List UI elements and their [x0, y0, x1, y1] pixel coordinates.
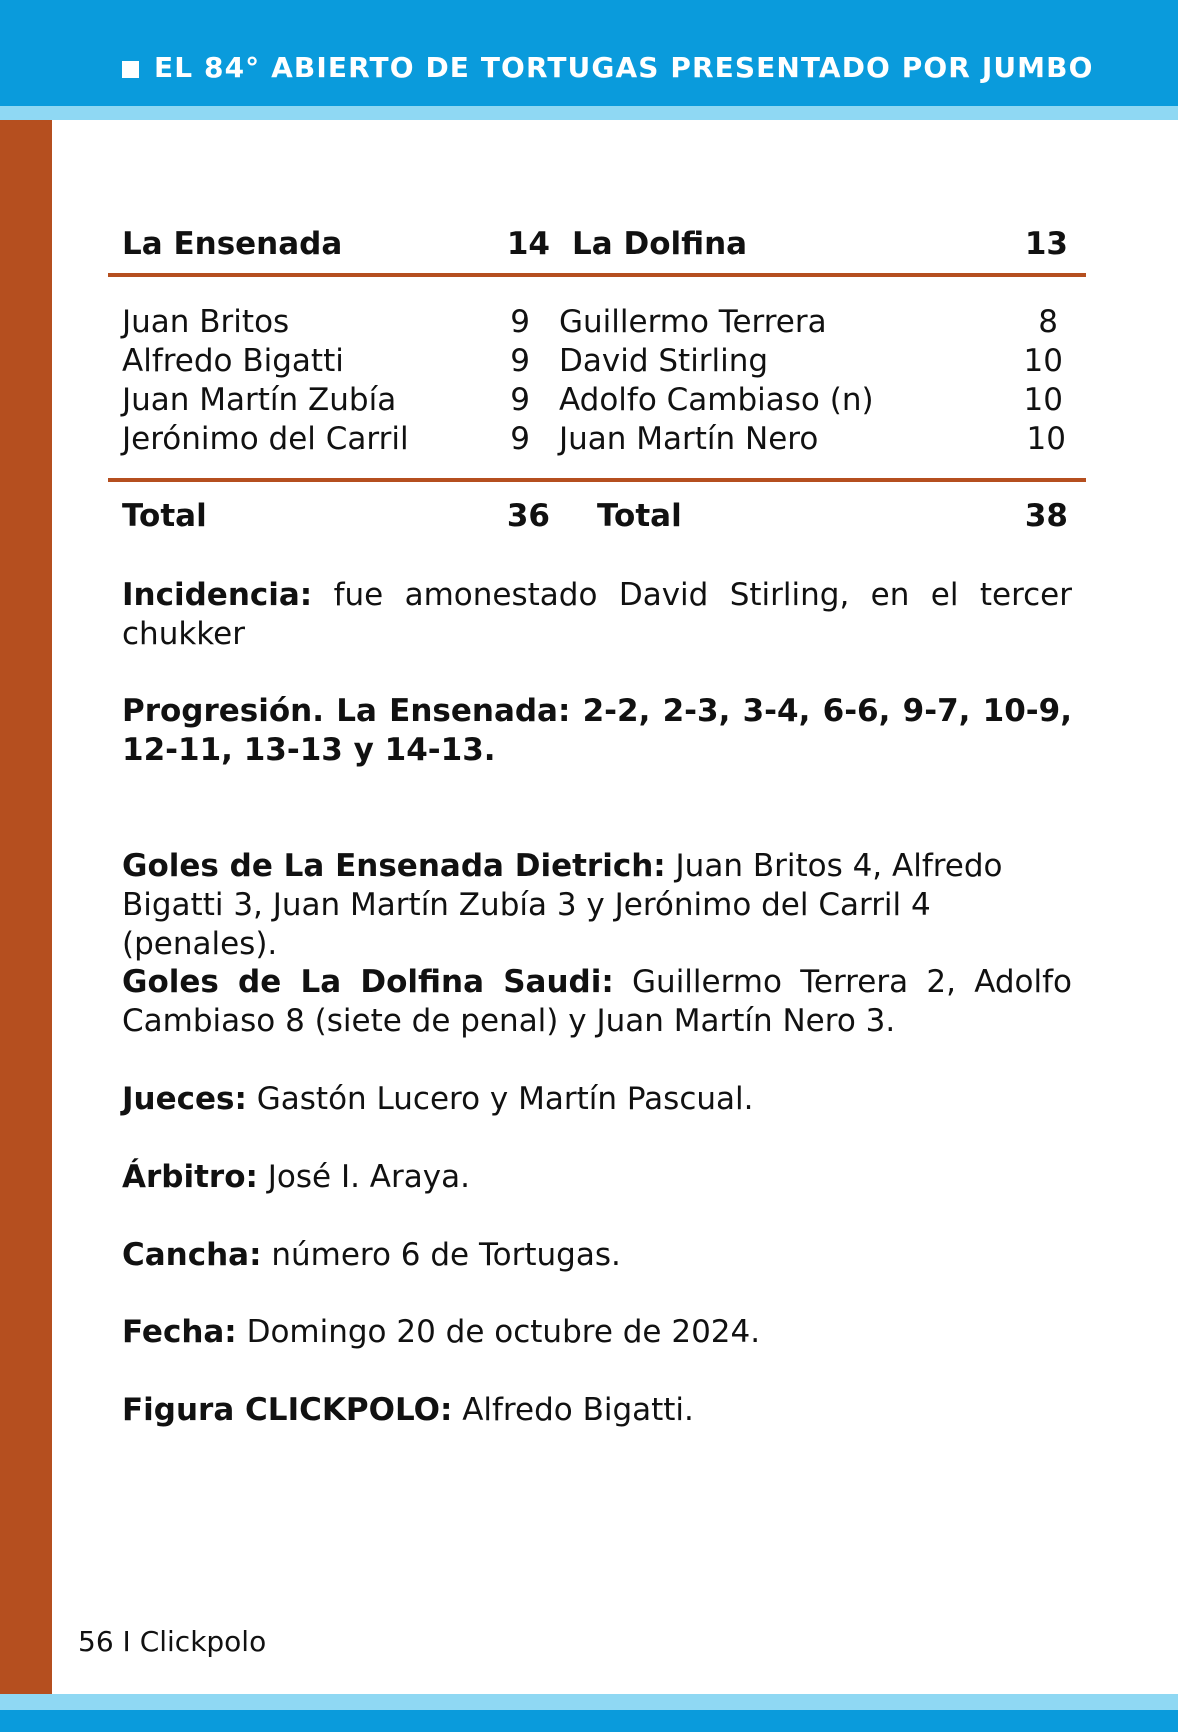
arbitro-paragraph: [122, 1158, 1072, 1197]
total-a: 36: [506, 498, 550, 534]
player-name: Juan Martín Nero: [559, 421, 819, 457]
header-bullet-icon: [122, 61, 139, 78]
incidencia-paragraph: [122, 576, 1072, 654]
figura-label: Figura CLICKPOLO:: [122, 1392, 453, 1428]
player-handicap: 10: [1026, 421, 1066, 457]
incidencia-text: fue amonestado David Stirling, en el tercer chukker: [122, 577, 1072, 652]
goles-a-label: Goles de La Ensenada Dietrich:: [122, 848, 666, 884]
goles-la-dolfina-paragraph: [122, 963, 1072, 1041]
fecha-text: Domingo 20 de octubre de 2024.: [236, 1314, 761, 1350]
cancha-paragraph: [122, 1236, 1072, 1275]
player-handicap: 10: [1023, 343, 1063, 379]
figura-paragraph: [122, 1391, 1072, 1430]
jueces-text: Gastón Lucero y Martín Pascual.: [246, 1081, 754, 1117]
jueces-paragraph: [122, 1080, 1072, 1119]
player-handicap: 8: [1038, 304, 1058, 340]
score-divider-bottom: [108, 478, 1086, 482]
team-a-score: 14: [506, 226, 550, 262]
player-name: Guillermo Terrera: [559, 304, 827, 340]
side-bar: [0, 120, 52, 1694]
arbitro-label: Árbitro:: [122, 1159, 258, 1195]
player-name: Juan Britos: [122, 304, 290, 340]
score-divider-top: [108, 273, 1086, 277]
player-name: David Stirling: [559, 343, 769, 379]
team-a-name: La Ensenada: [122, 226, 343, 262]
arbitro-text: José I. Araya.: [257, 1159, 470, 1195]
page-number: 56 I Clickpolo: [78, 1625, 267, 1658]
header-title: EL 84° ABIERTO DE TORTUGAS PRESENTADO POR JUMBO: [154, 51, 1094, 84]
incidencia-label: Incidencia:: [122, 577, 313, 613]
goles-la-ensenada-paragraph: [122, 847, 1072, 964]
jueces-label: Jueces:: [122, 1081, 247, 1117]
team-b-name: La Dolfina: [572, 226, 748, 262]
player-name: Alfredo Bigatti: [122, 343, 344, 379]
goles-a-text: Juan Britos 4, Alfredo Bigatti 3, Juan Martín Zubía 3 y Jerónimo del Carril 4 (penales).: [122, 848, 1003, 962]
fecha-label: Fecha:: [122, 1314, 237, 1350]
player-handicap: 10: [1023, 382, 1063, 418]
footer-bar: [0, 1710, 1178, 1732]
cancha-text: número 6 de Tortugas.: [261, 1237, 621, 1273]
figura-text: Alfredo Bigatti.: [452, 1392, 694, 1428]
header-stripe: [0, 106, 1178, 120]
progresion-paragraph: Progresión. La Ensenada: 2-2, 2-3, 3-4, 6-6, 9-7, 10-9, 12-11, 13-13 y 14-13.: [122, 693, 1072, 768]
total-label-b: Total: [597, 498, 682, 534]
player-name: Adolfo Cambiaso (n): [559, 382, 874, 418]
player-handicap: 9: [510, 343, 530, 379]
goles-b-text: Guillermo Terrera 2, Adolfo Cambiaso 8 (siete de penal) y Juan Martín Nero 3.: [122, 964, 1072, 1039]
cancha-label: Cancha:: [122, 1237, 262, 1273]
player-handicap: 9: [510, 421, 530, 457]
total-b: 38: [1024, 498, 1068, 534]
player-name: Juan Martín Zubía: [122, 382, 397, 418]
player-handicap: 9: [510, 382, 530, 418]
goles-b-label: Goles de La Dolfina Saudi:: [122, 964, 614, 1000]
player-handicap: 9: [510, 304, 530, 340]
footer-stripe: [0, 1694, 1178, 1710]
team-b-score: 13: [1024, 226, 1068, 262]
fecha-paragraph: [122, 1313, 1072, 1352]
player-name: Jerónimo del Carril: [122, 421, 409, 457]
total-label-a: Total: [122, 498, 207, 534]
